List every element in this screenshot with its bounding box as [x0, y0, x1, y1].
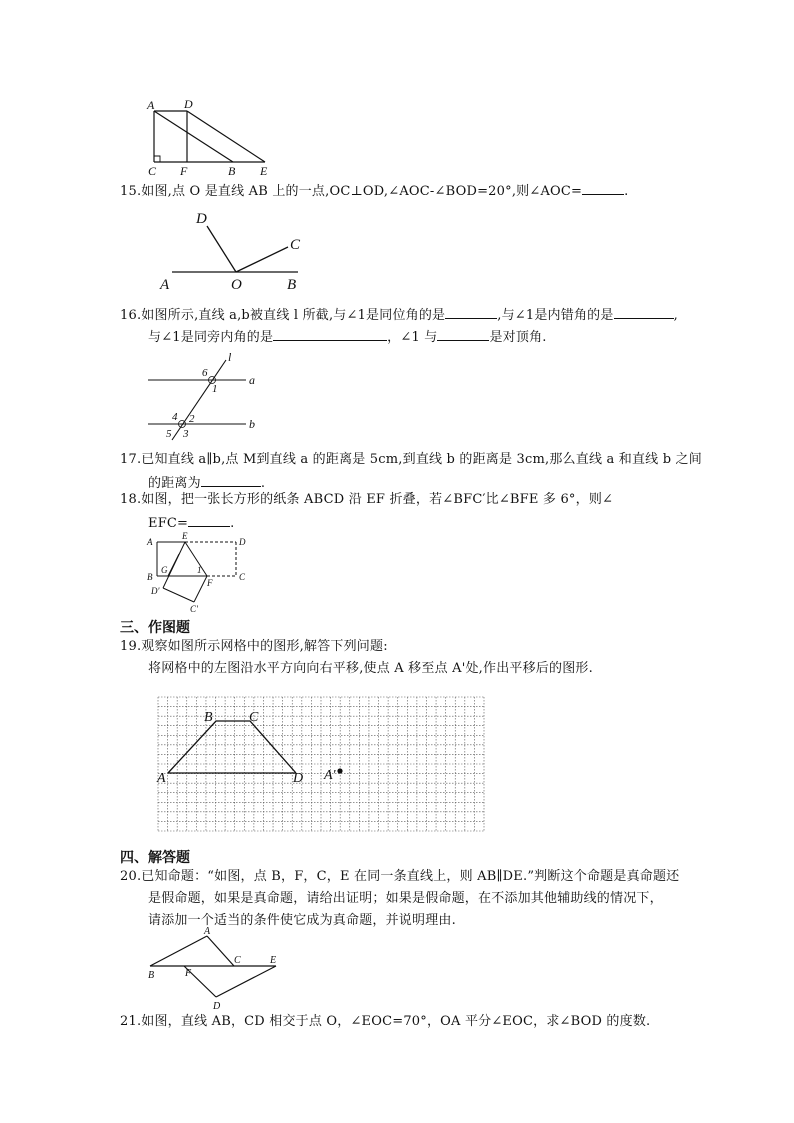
fig14-label-F: F: [180, 164, 188, 178]
fig14-label-C: C: [148, 164, 157, 178]
q21-text: 21.如图，直线 AB，CD 相交于点 O，∠EOC=70°，OA 平分∠EOC，求∠BOD 的度数.: [120, 1014, 651, 1029]
fig16-label-a: a: [249, 373, 255, 387]
q16-text-c: ,: [673, 308, 678, 323]
q20-text-b: 是假命题，如果是真命题，请给出证明；如果是假命题，在不添加其他辅助线的情况下，: [148, 891, 663, 906]
fig20-label-B: B: [148, 970, 155, 981]
fig18-label-Cp: C': [190, 604, 198, 614]
fig18-label-D: D: [239, 537, 246, 547]
fig14-label-E: E: [260, 164, 268, 178]
q17-text: 17.已知直线 a∥b,点 M到直线 a 的距离是 5cm,到直线 b 的距离是 3cm,那么直线 a 和直线 b 之间: [120, 452, 702, 467]
q16-text-e: ，∠1 与: [387, 330, 438, 345]
q17-end: .: [260, 476, 266, 491]
section-4-title: 四、解答题: [120, 850, 190, 866]
q18-text: 18.如图，把一张长方形的纸条 ABCD 沿 EF 折叠，若∠BFC′比∠BFE 多 6°，则∠: [120, 492, 614, 507]
question-20-line2: [148, 889, 663, 909]
q16-text-b: ,与∠1是内错角的是: [497, 308, 614, 323]
fig16-label-l: l: [228, 350, 232, 364]
fig16-label-2: 2: [189, 413, 195, 425]
fig18-label-G: G: [161, 565, 168, 575]
fig15-label-B: B: [287, 277, 297, 293]
fig18-label-A: A: [147, 537, 153, 547]
fig20-label-E: E: [270, 955, 277, 966]
fig18-label-1: 1: [197, 565, 202, 575]
question-20-line1: [120, 867, 679, 887]
fig18-label-B: B: [147, 572, 153, 582]
fig18-label-F: F: [207, 578, 213, 588]
q15-text: 15.如图,点 O 是直线 AB 上的一点,OC⊥OD,∠AOC-∠BOD=20°,则∠AOC=: [120, 184, 583, 199]
fig19-label-A: A: [157, 771, 166, 786]
fig15-label-D: D: [196, 211, 207, 227]
fig18-label-Dp: D': [151, 586, 160, 596]
fig14-label-A: A: [147, 98, 155, 112]
q20-text-c: 请添加一个适当的条件使它成为真命题，并说明理由.: [148, 913, 456, 928]
q16-text-f: 是对顶角.: [489, 330, 547, 345]
fig18-label-E: E: [182, 531, 188, 541]
point-A-prime[interactable]: [337, 768, 342, 773]
fig16-label-4: 4: [172, 411, 178, 423]
fig19-label-D: D: [293, 771, 304, 786]
fig15-label-A: A: [160, 277, 170, 293]
q20-text-a: 20.已知命题：“如图，点 B，F，C，E 在同一条直线上，则 AB∥DE.”判断这个命题是真命题还: [120, 869, 680, 884]
fig18-label-C: C: [239, 572, 246, 582]
q15-end: .: [624, 184, 629, 199]
q16-text-d: 与∠1是同旁内角的是: [148, 330, 274, 345]
fig16-label-1: 1: [212, 383, 218, 395]
q18-end: .: [230, 516, 235, 531]
fig14-label-D: D: [184, 97, 193, 111]
q19-text-a: 19.观察如图所示网格中的图形,解答下列问题:: [120, 639, 388, 654]
question-20-line3: [148, 911, 456, 931]
fig15-label-O: O: [231, 277, 242, 293]
fig20-label-D: D: [213, 1001, 221, 1012]
fig14-label-B: B: [228, 164, 236, 178]
fig16-label-6: 6: [202, 367, 208, 379]
fig19-label-C: C: [249, 710, 259, 725]
q19-text-b: 将网格中的左图沿水平方向向右平移,使点 A 移至点 A'处,作出平移后的图形.: [148, 661, 593, 676]
fig20-label-C: C: [234, 955, 241, 966]
fig16-label-5: 5: [166, 428, 172, 440]
fig16-label-3: 3: [183, 428, 189, 440]
q18-text-b: EFC=: [148, 516, 189, 531]
q17-text-b: 的距离为: [148, 476, 201, 491]
fig20-label-F: F: [185, 968, 192, 979]
fig15-label-C: C: [290, 237, 301, 253]
fig16-label-b: b: [249, 417, 255, 431]
fig19-label-B: B: [204, 710, 213, 725]
section-3-title: 三、作图题: [120, 620, 190, 636]
q16-text-a: 16.如图所示,直线 a,b被直线 l 所截,与∠1是同位角的是: [120, 308, 446, 323]
fig20-label-A: A: [204, 926, 211, 937]
fig19-label-A-prime: A': [324, 768, 336, 783]
question-21: [120, 1012, 650, 1032]
